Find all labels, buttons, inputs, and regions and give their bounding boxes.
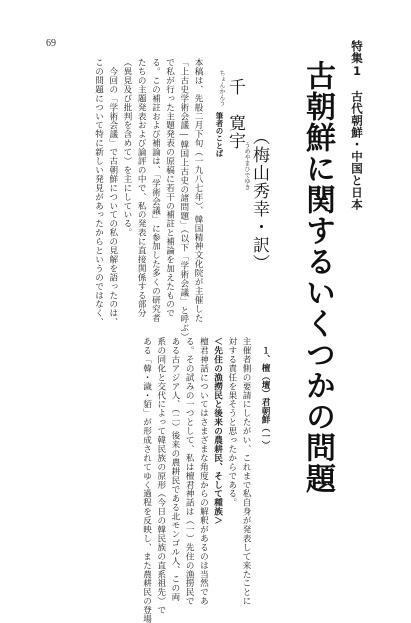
- body-line: る。その試みの一つとして、私は檀君神話は（一）先住の漁撈民で: [184, 337, 195, 606]
- author-name: 千 寛宇: [225, 78, 245, 150]
- body-line: 檀君神話についてはさまざまな角度からの解釈があるのは当然であ: [198, 337, 209, 606]
- intro-line: （異見及び批判を含めて）を主にしている。: [121, 58, 132, 237]
- kicker-label: 筆者のことば: [215, 112, 224, 157]
- intro-line: 今回の「学術会議」で古朝鮮についての私の見解を語ったのは、: [107, 58, 118, 327]
- body-line: 主催者側の要請にしたがい、これまで私自身が発表して来たことに: [241, 337, 251, 606]
- article-title: 古朝鮮に関するいくつかの問題: [300, 60, 335, 494]
- section-heading: １、檀（壇）君朝鮮（一）: [260, 346, 270, 450]
- body-line: ある古アジア人、（二）後来の農耕民である北モンゴル人、この両: [169, 337, 180, 602]
- series-label: 特集1 古代朝鮮・中国と日本: [350, 40, 364, 211]
- body-line: ある「韓・濊・貊」が形成されてゆく過程を反映し、また農耕民の登場: [141, 337, 152, 623]
- intro-line: る。この補註および補論は、「学術会議」に参加した多くの研究者: [150, 58, 161, 323]
- body-line: 対する責任を果そうと思ったからである。: [226, 337, 237, 508]
- intro-text-block: [91, 58, 205, 342]
- body-line: 系の同化と交代によって韓民族の原形（今日の韓民族の直系祖先）で: [155, 337, 166, 615]
- translator-name: （梅山秀幸・訳）: [249, 128, 269, 272]
- intro-line: で私が行った主題発表の原稿に若干の補註と補論を加えたもので: [164, 58, 175, 318]
- body-subheading: ＜先住の漁撈民と後来の農耕民、そして種族＞: [212, 337, 223, 525]
- translator-ruby: うめやまひでゆき: [243, 142, 250, 190]
- author-ruby: ちょんかんう: [218, 70, 225, 106]
- intro-line: 「上古史学術会議―韓国上古史の諸問題」（以下「学術会議」と呼ぶ）: [178, 58, 189, 342]
- page-number: 69: [46, 38, 56, 49]
- body-text-block: [139, 337, 253, 623]
- intro-line: この問題について特に新しい発見があったからというのではなく、: [93, 58, 104, 327]
- intro-line: 本稿は、先般二月下旬（一九八七年）、韓国精神文化院が主催した: [193, 58, 203, 323]
- intro-line: たちの主題発表および論評の中で、私の発表に直接関係する部分: [136, 58, 147, 318]
